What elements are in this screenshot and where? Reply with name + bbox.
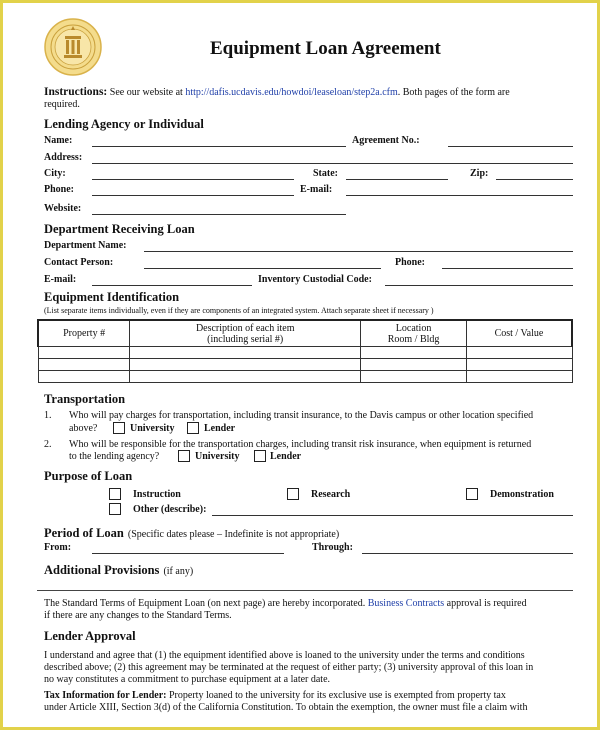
lender-email-label: E-mail: xyxy=(300,184,333,195)
col-location: Location Room / Bldg xyxy=(361,320,467,347)
dept-name-field[interactable] xyxy=(144,251,573,252)
transport-q1-text-2: above? xyxy=(69,423,98,434)
lender-website-field[interactable] xyxy=(92,214,346,215)
terms-text-2: if there are any changes to the Standard Terms. xyxy=(44,610,232,621)
other-describe-field[interactable] xyxy=(212,515,573,516)
approval-text-1: I understand and agree that (1) the equipment identified above is loaned to the university under the terms and conditions xyxy=(44,650,525,661)
approval-text-2: described above; (2) this agreement may be terminated at the request of either party; (3) university approval of this loan in xyxy=(44,662,534,673)
tax-info-text-2: under Article XIII, Section 3(d) of the California Constitution. To obtain the exemption, the owner must file a claim with xyxy=(44,702,528,713)
table-cell[interactable] xyxy=(38,359,130,371)
instructions-text-2: . Both pages of the form are xyxy=(397,87,510,98)
lender-phone-label: Phone: xyxy=(44,184,74,195)
approval-text-3: no way constitutes a commitment to purchase equipment at a later date. xyxy=(44,674,331,685)
lender-phone-field[interactable] xyxy=(92,195,294,196)
q2-lender-checkbox[interactable] xyxy=(254,450,266,462)
tax-info xyxy=(44,690,506,701)
dept-email-label: E-mail: xyxy=(44,274,77,285)
transport-heading: Transportation xyxy=(44,392,126,406)
dept-name-label: Department Name: xyxy=(44,240,127,251)
lender-address-field[interactable] xyxy=(92,163,573,164)
instruction-checkbox[interactable] xyxy=(109,488,121,500)
lender-name-label: Name: xyxy=(44,135,73,146)
table-cell[interactable] xyxy=(38,371,130,383)
lender-state-label: State: xyxy=(313,168,338,179)
q1-lender-label: Lender xyxy=(204,423,236,434)
table-cell[interactable] xyxy=(361,359,467,371)
tax-info-text: Property loaned to the university for its exclusive use is exempted from property tax xyxy=(169,690,506,701)
q1-university-label: University xyxy=(130,423,175,434)
approval-heading: Lender Approval xyxy=(44,629,136,643)
custodial-code-label: Inventory Custodial Code: xyxy=(258,274,372,285)
lender-zip-field[interactable] xyxy=(496,179,573,180)
period-through-label: Through: xyxy=(312,542,353,553)
lender-address-label: Address: xyxy=(44,152,83,163)
period-section xyxy=(44,524,339,542)
table-cell[interactable] xyxy=(361,371,467,383)
other-checkbox[interactable] xyxy=(109,503,121,515)
agreement-no-field[interactable] xyxy=(448,146,573,147)
instructions xyxy=(44,86,510,98)
terms-text: The Standard Terms of Equipment Loan (on next page) are hereby incorporated. Business Contracts approval is required xyxy=(44,598,527,609)
period-from-label: From: xyxy=(44,542,72,553)
additional-heading: Additional Provisions xyxy=(44,563,160,577)
table-cell[interactable] xyxy=(38,347,130,359)
additional-section xyxy=(44,561,193,579)
transport-q2-text: Who will be responsible for the transportation charges, including transit risk insurance, when equipment is returned xyxy=(69,439,532,450)
transport-q2-text-2: to the lending agency? xyxy=(69,451,160,462)
dept-email-field[interactable] xyxy=(92,285,252,286)
table-cell[interactable] xyxy=(466,359,572,371)
transport-q2-number: 2. xyxy=(44,439,52,450)
table-row xyxy=(38,371,572,383)
lender-city-label: City: xyxy=(44,168,66,179)
instructions-label: Instructions: xyxy=(44,86,108,98)
custodial-code-field[interactable] xyxy=(385,285,573,286)
table-cell[interactable] xyxy=(130,347,361,359)
purpose-heading: Purpose of Loan xyxy=(44,469,133,483)
col-property: Property # xyxy=(38,320,130,347)
equipment-note: (List separate items individually, even if they are components of an integrated system. Attach separate sheet if necessary ) xyxy=(44,306,434,315)
additional-note: (if any) xyxy=(163,566,194,577)
table-cell[interactable] xyxy=(466,371,572,383)
transport-q1-number: 1. xyxy=(44,410,52,421)
research-checkbox[interactable] xyxy=(287,488,299,500)
table-cell[interactable] xyxy=(130,359,361,371)
instructions-text: See our website at xyxy=(109,87,183,98)
q1-university-checkbox[interactable] xyxy=(113,422,125,434)
university-seal-icon xyxy=(44,18,102,76)
period-through-field[interactable] xyxy=(362,553,573,554)
q2-university-checkbox[interactable] xyxy=(178,450,190,462)
table-row xyxy=(38,347,572,359)
equipment-table-header xyxy=(38,320,572,347)
business-contracts-link[interactable]: Business Contracts xyxy=(367,598,445,609)
col-cost: Cost / Value xyxy=(466,320,572,347)
other-label: Other (describe): xyxy=(133,504,207,515)
equipment-table xyxy=(37,319,573,383)
section-divider xyxy=(37,590,573,591)
period-from-field[interactable] xyxy=(92,553,284,554)
lending-heading: Lending Agency or Individual xyxy=(44,117,204,131)
col-description: Description of each item (including serial #) xyxy=(130,320,361,347)
page-title: Equipment Loan Agreement xyxy=(210,38,441,59)
equipment-heading: Equipment Identification xyxy=(44,290,180,304)
period-note: (Specific dates please – Indefinite is not appropriate) xyxy=(127,529,340,540)
lender-website-label: Website: xyxy=(44,203,82,214)
receiving-heading: Department Receiving Loan xyxy=(44,222,195,236)
lender-state-field[interactable] xyxy=(346,179,448,180)
dept-phone-label: Phone: xyxy=(395,257,425,268)
dept-phone-field[interactable] xyxy=(442,268,573,269)
lender-zip-label: Zip: xyxy=(470,168,489,179)
lender-city-field[interactable] xyxy=(92,179,294,180)
q2-lender-label: Lender xyxy=(270,451,302,462)
q1-lender-checkbox[interactable] xyxy=(187,422,199,434)
agreement-no-label: Agreement No.: xyxy=(352,135,420,146)
table-cell[interactable] xyxy=(361,347,467,359)
instructions-text-3: required. xyxy=(44,99,80,110)
lender-name-field[interactable] xyxy=(92,146,346,147)
table-cell[interactable] xyxy=(466,347,572,359)
instruction-label: Instruction xyxy=(133,489,181,500)
research-label: Research xyxy=(311,489,351,500)
lender-email-field[interactable] xyxy=(346,195,573,196)
contact-person-field[interactable] xyxy=(144,268,381,269)
demonstration-checkbox[interactable] xyxy=(466,488,478,500)
period-heading: Period of Loan xyxy=(44,526,124,540)
demonstration-label: Demonstration xyxy=(490,489,554,500)
contact-person-label: Contact Person: xyxy=(44,257,114,268)
q2-university-label: University xyxy=(195,451,240,462)
instructions-link[interactable]: http://dafis.ucdavis.edu/howdoi/leaseloan/step2a.cfm xyxy=(185,87,398,98)
table-row xyxy=(38,359,572,371)
tax-info-label: Tax Information for Lender: xyxy=(44,690,167,701)
table-cell[interactable] xyxy=(130,371,361,383)
transport-q1-text: Who will pay charges for transportation, including transit insurance, to the Davis campus or other location specified xyxy=(69,410,534,421)
